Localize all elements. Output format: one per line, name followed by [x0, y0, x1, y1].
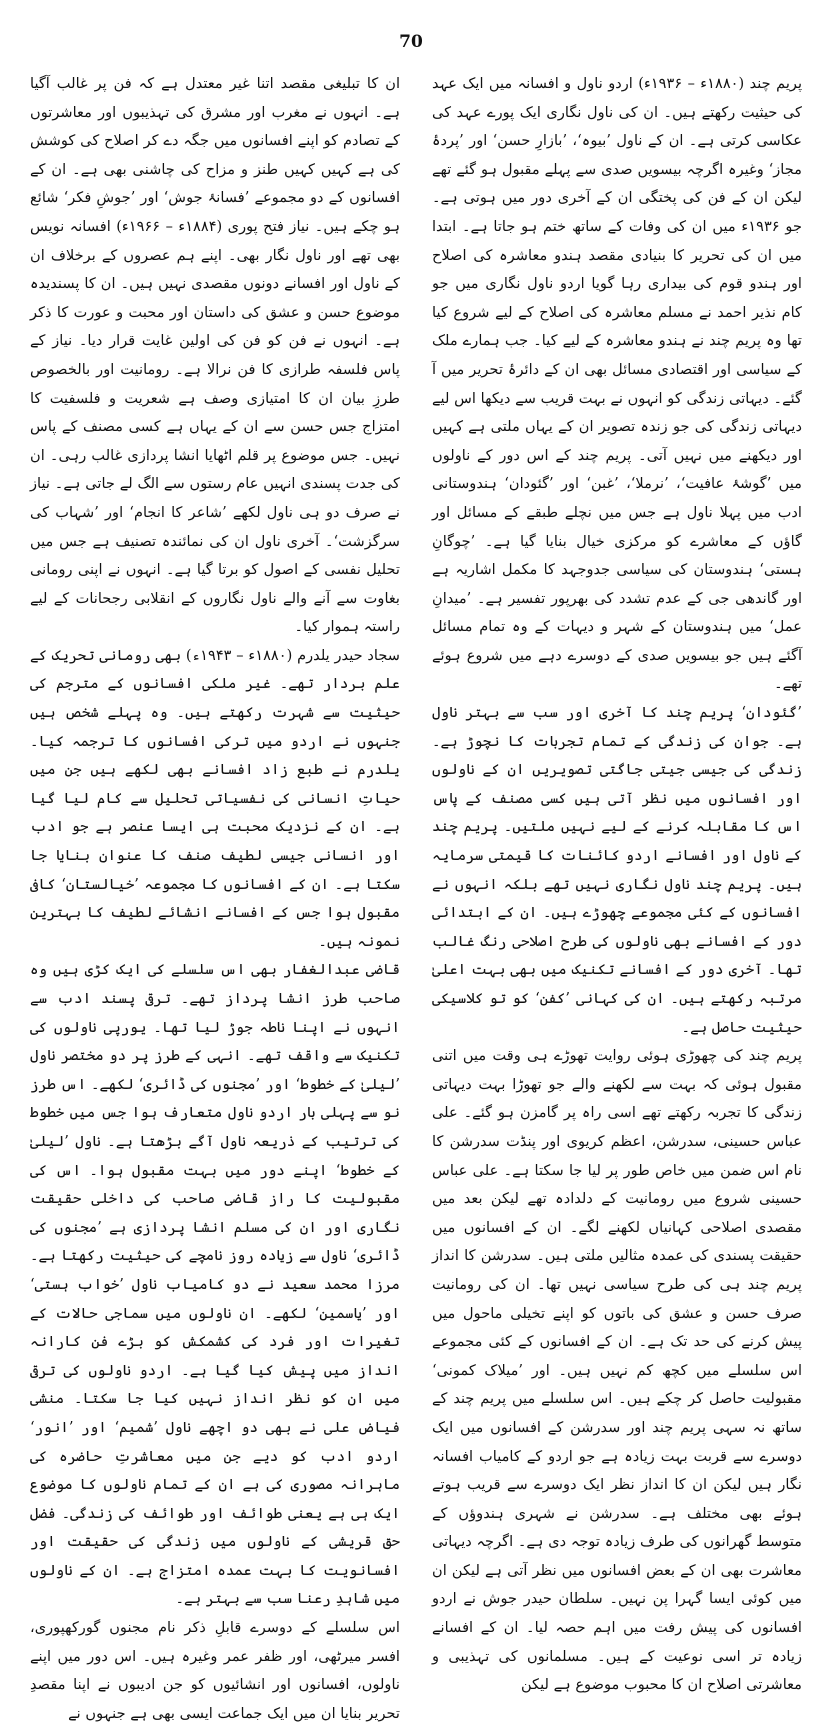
paragraph-qazi-abdul-ghaffar: قاضی عبدالغفار بھی اس سلسلے کی ایک کڑی ہیں وہ صاحب طرز انشا پرداز تھے۔ ترقی پسند ادب سے انہوں نے اپنا ناطہ جوڑ لیا تھا۔ یورپی ناولوں کی تکنیک سے واقف تھے۔ انہی کے طرز پر دو مختصر ناول ’لیلیٰ کے خطوط‘ اور ’مجنوں کی ڈائری‘ لکھے۔ اس طرز نو سے پہلی بار اردو ناول متعارف ہوا جس میں خطوط کی ترتیب کے ذریعہ ناول آگے بڑھتا ہے۔ ناول ’لیلیٰ کے خطوط‘ اپنے دور میں بہت مقبول ہوا۔ اس کی مقبولیت کا راز قاضی صاحب کی داخلی حقیقت نگاری اور ان کی مسلم انشا پردازی ہے ’مجنوں کی ڈائری‘ ناول سے زیادہ روز نامچے کی حیثیت رکھتا ہے۔ مرزا محمد سعید نے دو کامیاب ناول ’خواب ہستی‘ اور ’یاسمین‘ لکھے۔ ان ناولوں میں سماجی حالات کے تغیرات اور فرد کی کشمکش کو بڑے فن کارانہ انداز میں پیش کیا گیا ہے۔ اردو ناولوں کی ترقی میں ان کو نظر انداز نہیں کیا جا سکتا۔ منشی فیاض علی نے بھی دو اچھے ناول ’شمیم‘ اور ’انور‘ اردو ادب کو دیے جن میں معاشرتِ حاضرہ کی ماہرانہ مصوری کی ہے ان کے تمام ناولوں کا موضوع ایک ہی ہے یعنی طوائف اور طوائف کی زندگی۔ فضل حق قریشی کے ناولوں میں زندگی کی حقیقت اور افسانویت کا بہت عمدہ امتزاج ہے۔ ان کے ناولوں میں شاہدِ رعنا سب سے بہتر ہے۔ — [30, 961, 400, 1608]
paragraph-godan: ’گئودان‘ پریم چند کا آخری اور سب سے بہتر ناول ہے۔ جوان کی زندگی کے تمام تجربات کا نچوڑ ہے۔ زندگی کی جیسی جیتی جاگتی تصویریں ان کے ناولوں اور افسانوں میں نظر آتی ہیں کسی مصنف کے پاس اس کا مقابلہ کرنے کے لیے نہیں ملتیں۔ پریم چند کے ناول اور افسانے اردو کائنات کا قیمتی سرمایہ ہیں۔ پریم چند ناول نگاری نہیں تھے بلکہ انہوں نے افسانوں کے کئی مجموعے چھوڑے ہیں۔ ان کے ابتدائی دور کے افسانے بھی ناولوں کی طرح اصلاحی رنگ غالب تھا۔ آخری دور کے افسانے تکنیک میں بھی بہت اعلیٰ مرتبہ رکھتے ہیں۔ ان کی کہانی ’کفن‘ کو تو کلاسیکی حیثیت حاصل ہے۔ — [432, 704, 802, 1036]
right-column — [432, 70, 803, 1694]
paragraph-other-names: اس سلسلے کے دوسرے قابلِ ذکر نام مجنوں گورکھپوری، افسر میرٹھی، اور ظفر عمر وغیرہ ہیں۔ اس دور میں اپنے ناولوں، افسانوں اور انشائیوں کو جن ادیبوں نے اپنا مقصدِ تحریر بنایا ان میں ایک جماعت ایسی بھی ہے جنہوں نے — [30, 1619, 400, 1722]
paragraph-niyaz: ان کا تبلیغی مقصد اتنا غیر معتدل ہے کہ فن پر غالب آگیا ہے۔ انہوں نے مغرب اور مشرق کی تہذیبوں اور معاشرتوں کے تصادم کو اپنے افسانوں میں جگہ دے کر اصلاح کی کوشش کی ہے کہیں کہیں طنز و مزاح کی چاشنی بھی ہے۔ ان کے افسانوں کے دو مجموعے ’فسانۂ جوش‘ اور ’جوشِ فکر‘ شائع ہو چکے ہیں۔ نیاز فتح پوری (۱۸۸۴ء – ۱۹۶۶ء) افسانہ نویس بھی تھے اور ناول نگار بھی۔ اپنے ہم عصروں کے برخلاف ان کے ناول اور افسانے دونوں مقصدی نہیں ہیں۔ ان کا پسندیدہ موضوع حسن و عشق کی داستان اور محبت و عورت کا ذکر ہے۔ انہوں نے فن کو فن کی اولین غایت قرار دیا۔ نیاز کے پاس فلسفہ طرازی کا فن نرالا ہے۔ رومانیت اور بالخصوص طرزِ بیان ان کا امتیازی وصف ہے شعریت و فلسفیت کا امتزاج جس حسن سے ان کے یہاں ہے کسی مصنف کے پاس نہیں۔ جس موضوع پر قلم اٹھایا انشا پردازی غالب رہی۔ ان کی جدت پسندی انہیں عام رستوں سے الگ لے جاتی ہے۔ نیاز نے صرف دو ہی ناول لکھے ’شاعر کا انجام‘ اور ’شہاب کی سرگزشت‘۔ آخری ناول ان کی نمائندہ تصنیف ہے جس میں تحلیل نفسی کے اصول کو برتا گیا ہے۔ انہوں نے اپنی رومانی بغاوت سے آنے والے ناول نگاروں کے انقلابی رجحانات کے لیے راستہ ہموار کیا۔ — [30, 75, 400, 636]
left-column — [30, 70, 400, 1722]
page-number: 70 — [399, 32, 423, 52]
paragraph-yaldaram: سجاد حیدر یلدرم (۱۸۸۰ء – ۱۹۴۳ء) بھی رومانی تحریک کے علم بردار تھے۔ غیر ملکی افسانوں کے مترجم کی حیثیت سے شہرت رکھتے ہیں۔ وہ پہلے شخص ہیں جنہوں نے اردو میں ترکی افسانوں کا ترجمہ کیا۔ یلدرم نے طبع زاد افسانے بھی لکھے ہیں جن میں حیاتِ انسانی کی نفسیاتی تحلیل سے کام لیا گیا ہے۔ ان کے نزدیک محبت ہی ایسا عنصر ہے جو ادب اور انسانی جیسی لطیف صنف کا عنوان بنایا جا سکتا ہے۔ ان کے افسانوں کا مجموعہ ’خیالستان‘ کافی مقبول ہوا جس کے افسانے انشائے لطیف کا بہترین نمونہ ہیں۔ — [30, 646, 400, 950]
paragraph-premchand: پریم چند (۱۸۸۰ء – ۱۹۳۶ء) اردو ناول و افسانہ میں ایک عہد کی حیثیت رکھتے ہیں۔ ان کی ناول نگاری ایک پورے عہد کی عکاسی کرتی ہے۔ ان کے ناول ’بیوہ‘، ’بازارِ حسن‘ اور ’پردۂ مجاز‘ وغیرہ اگرچہ بیسویں صدی سے پہلے مقبول ہو گئے تھے لیکن ان کے فن کی پختگی ان کے آخری دور میں ہوتی ہے۔ جو ۱۹۳۶ء میں ان کی وفات کے ساتھ ختم ہو جاتا ہے۔ ابتدا میں ان کی تحریر کا بنیادی مقصد ہندو معاشرہ کی اصلاح اور ہندو قوم کی بیداری رہا گویا اردو ناول نگاری میں جو کام نذیر احمد نے مسلم معاشرہ کی اصلاح کے لیے شروع کیا تھا وہ پریم چند نے ہندو معاشرہ کے لیے کیا۔ جب ہمارے ملک کے سیاسی اور اقتصادی مسائل بھی ان کے دائرۂ تحریر میں آ گئے۔ دیہاتی زندگی کو انہوں نے بہت قریب سے دیکھا اس لیے دیہاتی زندگی کی جو زندہ تصویر ان کے یہاں ملتی ہے کہیں اور دیکھنے میں نہیں آتی۔ پریم چند کے اس دور کے ناولوں میں ’گوشۂ عافیت‘، ’نرملا‘، ’غبن‘ اور ’گئودان‘ ہندوستانی ادب میں پہلا ناول ہے جس میں نچلے طبقے کے مسائل اور گاؤں کے معاشرے کو مرکزی خیال بنایا گیا ہے۔ ’چوگانِ ہستی‘ ہندوستان کی سیاسی جدوجہد کا مکمل اشاریہ ہے اور گاندھی جی کے عدم تشدد کی بھرپور تفسیر ہے۔ ’میدانِ عمل‘ میں ہندوستان کے شہر و دیہات کے وہ تمام مسائل آگئے ہیں جو بیسویں صدی کے دوسرے دہے میں شروع ہوئے تھے۔ — [432, 75, 803, 693]
paragraph-premchand-tradition: پریم چند کی چھوڑی ہوئی روایت تھوڑے ہی وقت میں اتنی مقبول ہوئی کہ بہت سے لکھنے والے جو تھوڑا بہت دیہاتی زندگی کا تجربہ رکھتے تھے اسی راہ پر گامزن ہو گئے۔ علی عباس حسینی، سدرشن، اعظم کریوی اور پنڈت سدرشن کا نام اس ضمن میں خاص طور پر لیا جا سکتا ہے۔ علی عباس حسینی شروع میں رومانیت کے دلدادہ تھے لیکن بعد میں مقصدی اصلاحی کہانیاں لکھنے لگے۔ ان کے افسانوں میں حقیقت پسندی کی عمدہ مثالیں ملتی ہیں۔ سدرشن کا انداز پریم چند ہی کی طرح سیاسی نہیں تھا۔ ان کی رومانیت صرف حسن و عشق کی باتوں کو اپنے تخیلی ماحول میں پیش کرنے کی حد تک ہے۔ ان کے افسانوں کے کئی مجموعے اس سلسلے میں کچھ کم نہیں ہیں۔ اور ’میلاک کمونی‘ مقبولیت حاصل کر چکے ہیں۔ اس سلسلے میں پریم چند کے ساتھ نہ سہی پریم چند اور سدرشن کے افسانوں میں ایک دوسرے سے قربت بہت زیادہ ہے جو اردو کے کامیاب افسانہ نگار ہیں لیکن ان کا انداز نظر ایک دوسرے سے قریب ہوتے ہوئے بھی مختلف ہے۔ سدرشن نے شہری ہندوؤں کے متوسط گھرانوں کی طرف زیادہ توجہ دی ہے۔ اگرچہ دیہاتی معاشرت بھی ان کے بعض افسانوں میں نظر آتی ہے لیکن ان میں کوئی ایسا گہرا پن نہیں۔ سلطان حیدر جوش نے اردو افسانوں کی پیش رفت میں اہم حصہ لیا۔ ان کے افسانے زیادہ تر اسی نوعیت کے ہیں۔ مسلمانوں کی تہذیبی و معاشرتی اصلاح ان کا محبوب موضوع ہے لیکن — [432, 1047, 802, 1694]
